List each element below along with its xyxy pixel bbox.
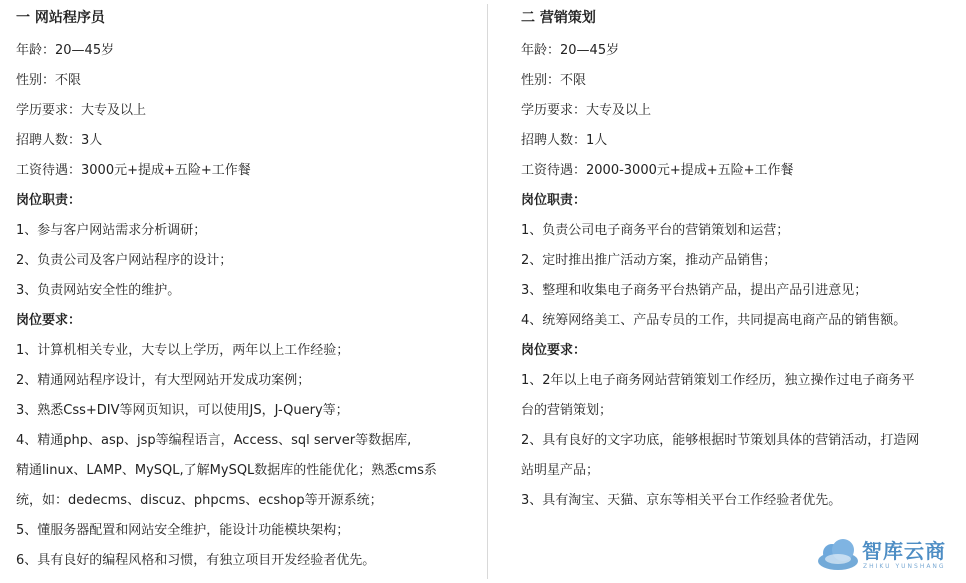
requirement-item: 5、懂服务器配置和网站安全维护，能设计功能模块架构；	[16, 523, 350, 538]
education-field: 学历要求：大专及以上	[16, 103, 147, 118]
salary-field: 工资待遇：3000元+提成+五险+工作餐	[16, 163, 251, 178]
job-title-programmer: 一 网站程序员	[16, 10, 105, 26]
headcount-field: 招聘人数：1人	[521, 133, 608, 148]
requirement-item: 4、精通php、asp、jsp等编程语言，Access、sql server等数据库,	[16, 433, 412, 448]
duty-item: 1、参与客户网站需求分析调研；	[16, 223, 207, 238]
duty-item: 1、负责公司电子商务平台的营销策划和运营；	[521, 223, 790, 238]
duty-item: 3、整理和收集电子商务平台热销产品，提出产品引进意见；	[521, 283, 868, 298]
cloud-logo-icon	[816, 533, 860, 577]
duty-item: 2、定时推出推广活动方案，推动产品销售；	[521, 253, 777, 268]
requirement-item: 1、2年以上电子商务网站营销策划工作经历，独立操作过电子商务平	[521, 373, 915, 388]
column-divider	[487, 4, 488, 579]
requirement-item: 精通linux、LAMP、MySQL,了解MySQL数据库的性能优化；熟悉cms系	[16, 463, 437, 478]
duty-item: 3、负责网站安全性的维护。	[16, 283, 181, 298]
requirements-heading: 岗位要求：	[521, 343, 587, 358]
duty-item: 4、统筹网络美工、产品专员的工作，共同提高电商产品的销售额。	[521, 313, 907, 328]
right-column	[521, 0, 959, 516]
logo-name: 智库云商	[862, 539, 946, 563]
salary-field: 工资待遇：2000-3000元+提成+五险+工作餐	[521, 163, 794, 178]
age-field: 年龄：20—45岁	[16, 43, 115, 58]
age-field: 年龄：20—45岁	[521, 43, 620, 58]
logo-subtitle: ZHIKU YUNSHANG	[863, 563, 946, 570]
requirement-item: 6、具有良好的编程风格和习惯，有独立项目开发经验者优先。	[16, 553, 376, 568]
requirement-item: 1、计算机相关专业，大专以上学历，两年以上工作经验；	[16, 343, 350, 358]
gender-field: 性别：不限	[16, 73, 82, 88]
requirement-item: 3、具有淘宝、天猫、京东等相关平台工作经验者优先。	[521, 493, 842, 508]
job-title-marketing: 二 营销策划	[521, 10, 596, 26]
requirement-item: 统，如：dedecms、discuz、phpcms、ecshop等开源系统；	[16, 493, 383, 508]
duties-heading: 岗位职责：	[16, 193, 82, 208]
watermark-logo	[816, 529, 962, 579]
duties-heading: 岗位职责：	[521, 193, 587, 208]
duty-item: 2、负责公司及客户网站程序的设计；	[16, 253, 233, 268]
education-field: 学历要求：大专及以上	[521, 103, 652, 118]
requirement-item: 站明星产品；	[521, 463, 600, 478]
requirement-item: 台的营销策划；	[521, 403, 613, 418]
left-column	[16, 0, 482, 576]
requirement-item: 2、精通网站程序设计，有大型网站开发成功案例；	[16, 373, 311, 388]
requirement-item: 2、具有良好的文字功底，能够根据时节策划具体的营销活动，打造网	[521, 433, 920, 448]
requirement-item: 3、熟悉Css+DIV等网页知识，可以使用JS，J-Query等；	[16, 403, 349, 418]
gender-field: 性别：不限	[521, 73, 587, 88]
headcount-field: 招聘人数：3人	[16, 133, 103, 148]
requirements-heading: 岗位要求：	[16, 313, 82, 328]
